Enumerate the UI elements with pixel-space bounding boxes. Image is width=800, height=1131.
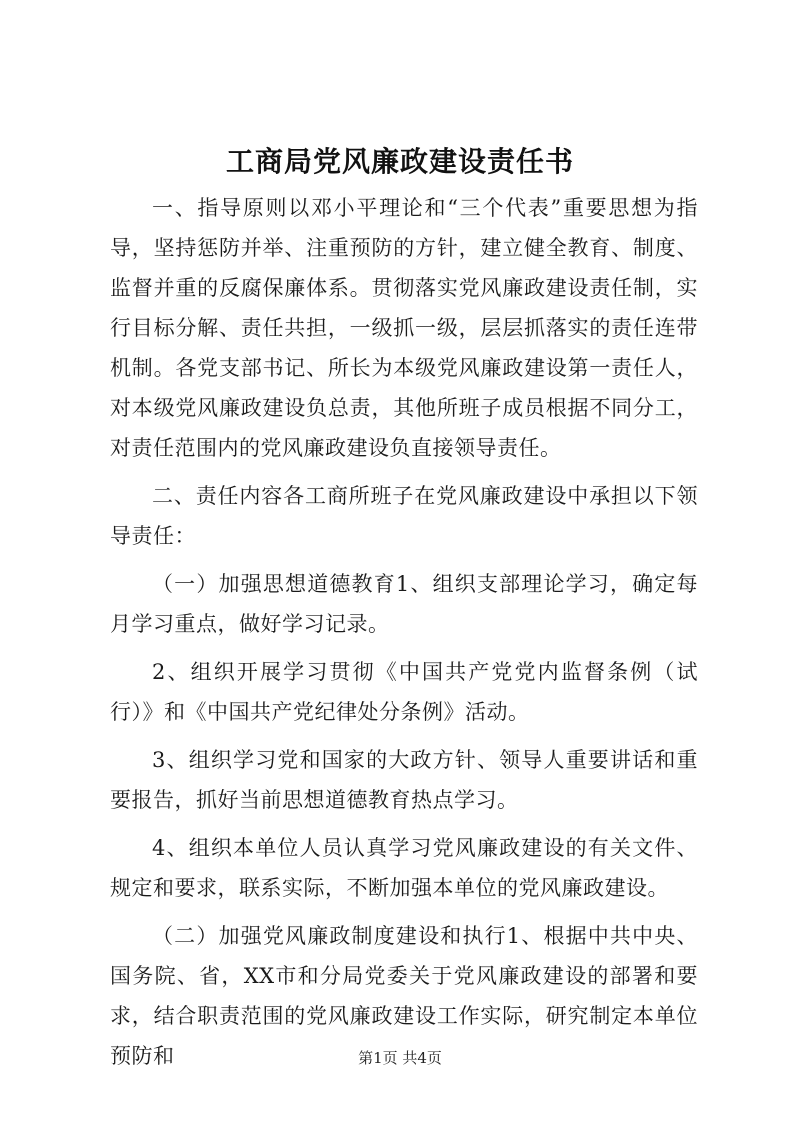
paragraph-study-policies: 3、组织学习党和国家的大政方针、领导人重要讲话和重要报告，抓好当前思想道德教育热点学习。: [110, 748, 698, 812]
paragraph-system-construction: （二）加强党风廉政制度建设和执行1、根据中共中央、国务院、省，XX市和分局党委关于党风廉政建设的部署和要求，结合职责范围的党风廉政建设工作实际，研究制定本单位预防和: [110, 924, 698, 1068]
paragraph-responsibility-content: 二、责任内容各工商所班子在党风廉政建设中承担以下领导责任：: [110, 484, 698, 548]
paragraph-study-regulations: 2、组织开展学习贯彻《中国共产党党内监督条例（试行）》和《中国共产党纪律处分条例》活动。: [110, 660, 698, 724]
paragraph-guiding-principle: 一、指导原则以邓小平理论和“三个代表”重要思想为指导，坚持惩防并举、注重预防的方针，建立健全教育、制度、监督并重的反腐保廉体系。贯彻落实党风廉政建设责任制，实行目标分解、责任共担，一级抓一级，层层抓落实的责任连带机制。各党支部书记、所长为本级党风廉政建设第一责任人，对本级党风廉政建设负总责，其他所班子成员根据不同分工，对责任范围内的党风廉政建设负直接领导责任。: [110, 196, 698, 460]
page-number-footer: 第1页 共4页: [358, 1049, 442, 1067]
document-body: [110, 188, 698, 1084]
document-title: 工商局党风廉政建设责任书: [225, 145, 574, 178]
paragraph-study-documents: 4、组织本单位人员认真学习党风廉政建设的有关文件、规定和要求，联系实际，不断加强本单位的党风廉政建设。: [110, 836, 698, 900]
paragraph-moral-education: （一）加强思想道德教育1、组织支部理论学习，确定每月学习重点，做好学习记录。: [110, 572, 698, 636]
